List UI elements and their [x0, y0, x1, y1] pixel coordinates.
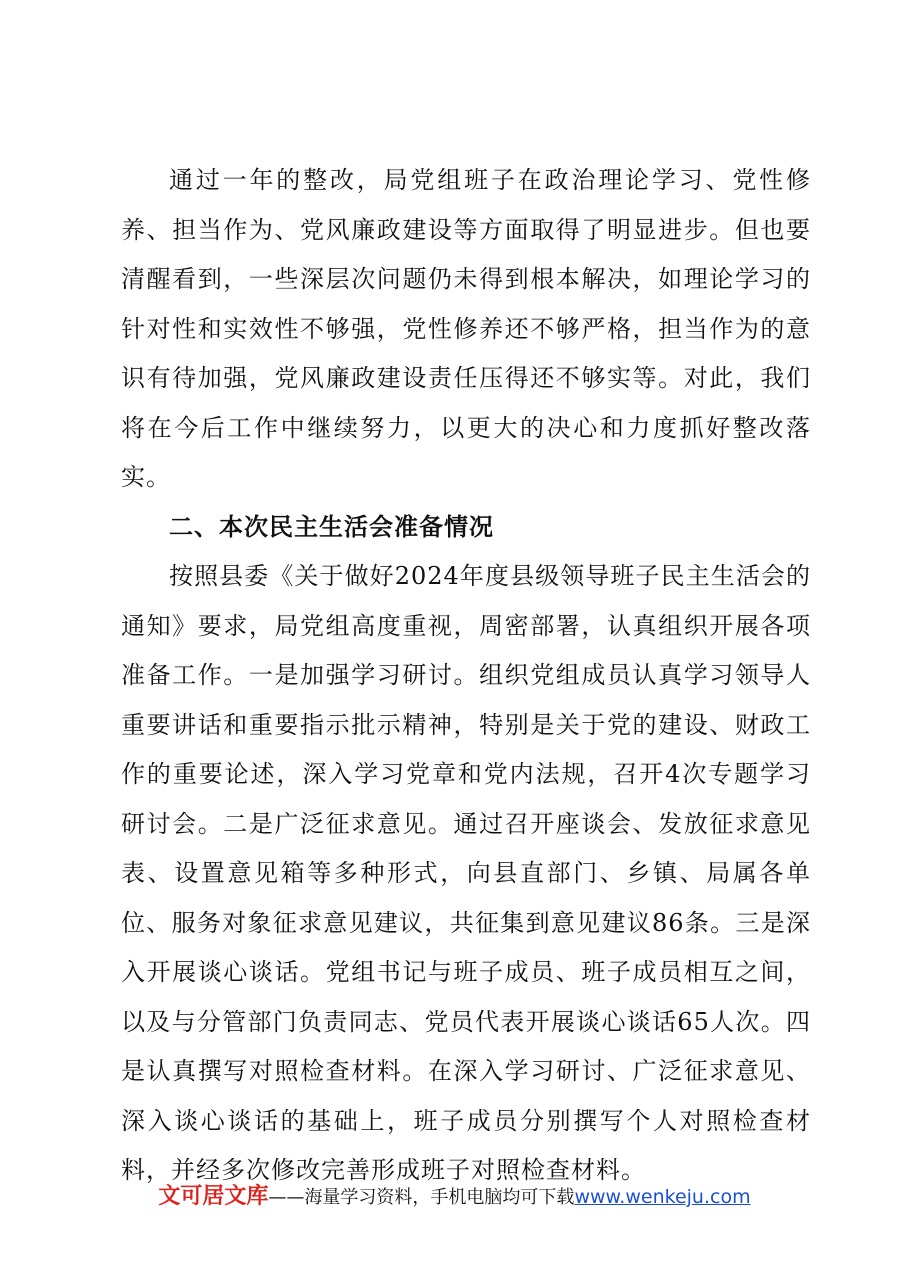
footer-brand: 文可居文库	[158, 1184, 269, 1209]
footer-site-link[interactable]: www.wenkeju.com	[574, 1186, 751, 1208]
section-heading: 二、本次民主生活会准备情况	[169, 512, 494, 541]
footer-slogan: ——海量学习资料，手机电脑均可下载	[268, 1187, 575, 1208]
paragraph-preparation: 按照县委《关于做好2024年度县级领导班子民主生活会的通知》要求，局党组高度重视，周密部署，认真组织开展各项准备工作。一是加强学习研讨。组织党组成员认真学习领导人重要讲话和重要指示批示精神，特别是关于党的建设、财政工作的重要论述，深入学习党章和党内法规，召开4次专题学习研讨会。二是广泛征求意见。通过召开座谈会、发放征求意见表、设置意见箱等多种形式，向县直部门、乡镇、局属各单位、服务对象征求意见建议，共征集到意见建议86条。三是深入开展谈心谈话。党组书记与班子成员、班子成员相互之间，以及与分管部门负责同志、党员代表开展谈心谈话65人次。四是认真撰写对照检查材料。在深入学习研讨、广泛征求意见、深入谈心谈话的基础上，班子成员分别撰写个人对照检查材料，并经多次修改完善形成班子对照检查材料。	[121, 562, 811, 1184]
document-body	[121, 156, 811, 1196]
footer-banner	[0, 1183, 909, 1212]
paragraph-rectification-summary: 通过一年的整改，局党组班子在政治理论学习、党性修养、担当作为、党风廉政建设等方面取得了明显进步。但也要清醒看到，一些深层次问题仍未得到根本解决，如理论学习的针对性和实效性不够强，党性修养还不够严格，担当作为的意识有待加强，党风廉政建设责任压得还不够实等。对此，我们将在今后工作中继续努力，以更大的决心和力度抓好整改落实。	[121, 166, 811, 491]
